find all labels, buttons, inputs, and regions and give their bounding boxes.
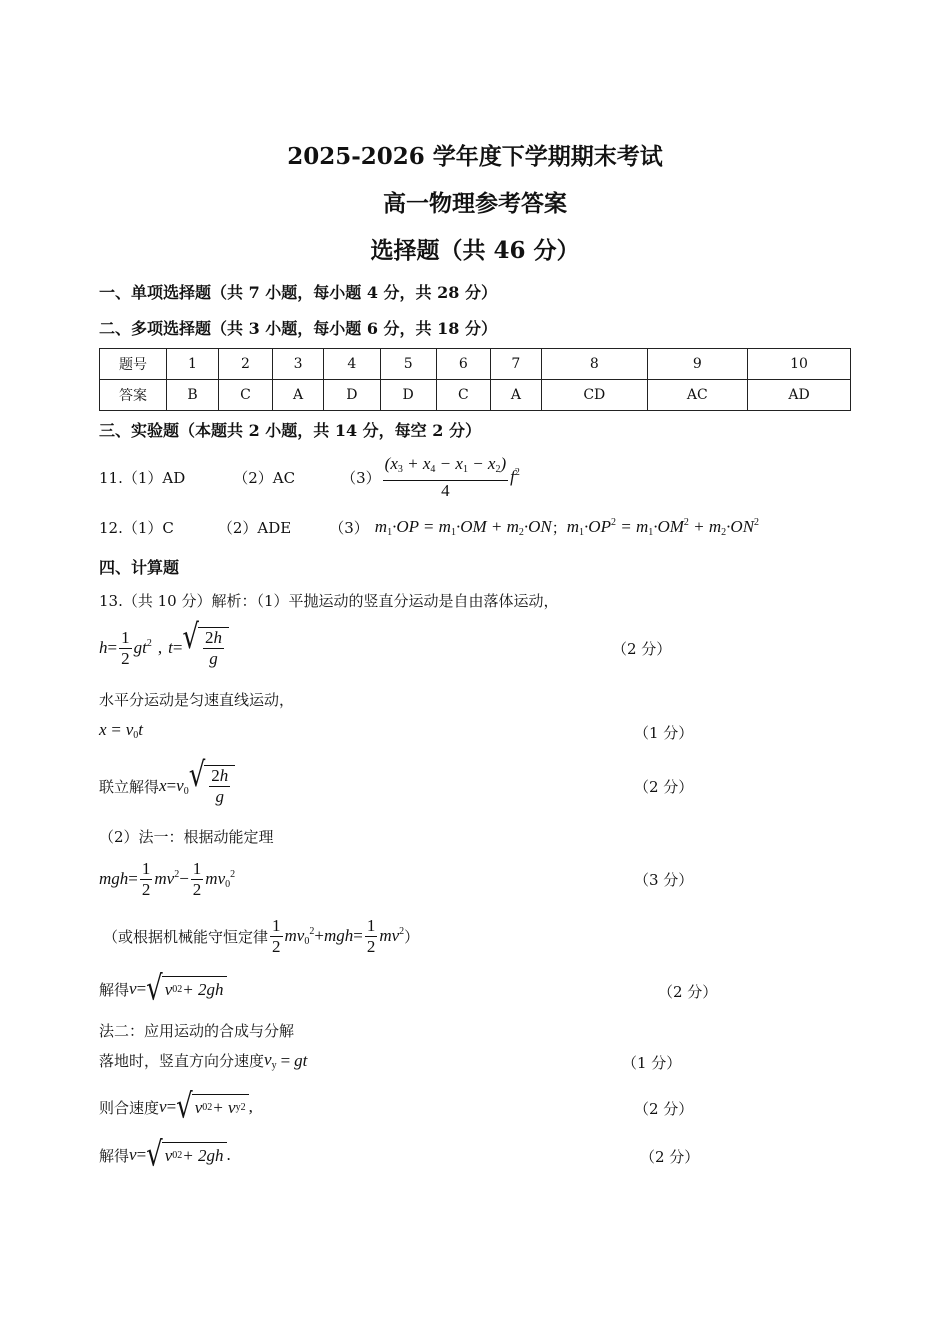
table-cell: 5: [380, 349, 436, 380]
q12-line: 12.（1）C （2）ADE （3） $m_1\cdot OP = m_1\cdot OM + m_2\cdot ON$ ； $m_1\cdot OP^2 = m_1\cdot OM^2 + m_2\cdot ON^2$: [99, 516, 760, 538]
table-cell: 4: [324, 349, 380, 380]
q12-separator: ；: [551, 518, 567, 537]
section-single-choice: 一、单项选择题（共 7 小题，每小题 4 分，共 28 分）: [99, 283, 497, 302]
q13-method2: 法二：应用运动的合成与分解: [99, 1022, 295, 1040]
table-cell: CD: [542, 380, 648, 411]
table-cell: 10: [748, 349, 851, 380]
table-cell: AD: [748, 380, 851, 411]
q13-eq8: 则合速度 v = √ v 0 2 + v y 2 ,: [99, 1087, 253, 1127]
q11-part3: （3）: [341, 468, 381, 487]
q13-jiede2: 解得: [99, 1146, 130, 1165]
section-experiment: 三、实验题（本题共 2 小题，共 14 分，每空 2 分）: [99, 421, 481, 440]
q13-score7: （2 分）: [634, 1100, 694, 1118]
q13-alt-prefix: （或根据机械能守恒定律: [103, 927, 269, 946]
section-choice-title: 选择题（共 46 分）: [370, 237, 580, 264]
q13-method1: （2）法一：根据动能定理: [99, 828, 274, 846]
q13-eq9: 解得 v = √ v 0 2 + 2gh .: [99, 1135, 231, 1175]
table-cell: 7: [490, 349, 541, 380]
table-cell: 1: [167, 349, 219, 380]
q13-score2: （1 分）: [634, 724, 694, 742]
table-cell: D: [324, 380, 380, 411]
table-cell: A: [272, 380, 323, 411]
table-cell: AC: [647, 380, 747, 411]
table-cell: C: [436, 380, 490, 411]
q11-part2: （2）AC: [233, 468, 296, 487]
q13-eq4: mgh = $\frac{1}{2}$ $mv^2$ − $\frac{1}{2}$ $mv_0^2$: [99, 858, 236, 899]
q13-intro: 13.（共 10 分）解析：（1）平抛运动的竖直分运动是自由落体运动，: [99, 592, 559, 610]
table-cell: 6: [436, 349, 490, 380]
q12-part3: （3）: [329, 518, 369, 537]
q13-score4: （3 分）: [634, 871, 694, 889]
table-row-answers: [100, 380, 851, 411]
table-cell: A: [490, 380, 541, 411]
table-cell: B: [167, 380, 219, 411]
q13-alt-suffix: ）: [404, 927, 420, 946]
section-calculation: 四、计算题: [99, 558, 180, 577]
q13-eq3: 联立解得 x = $v_0$ √ $\frac{2h}{g}$: [99, 760, 235, 812]
q11-part1: 11.（1）AD: [99, 468, 186, 487]
table-cell: 9: [647, 349, 747, 380]
table-cell: 8: [542, 349, 648, 380]
q13-jiede: 解得: [99, 980, 130, 999]
table-cell: 2: [219, 349, 273, 380]
q13-horizontal: 水平分运动是匀速直线运动，: [99, 691, 295, 709]
q13-eq7: 落地时，竖直方向分速度 $v_y$ = gt: [99, 1050, 308, 1071]
q12-part1: 12.（1）C: [99, 518, 174, 537]
q12-part2: （2）ADE: [217, 518, 292, 537]
q13-score6: （1 分）: [622, 1054, 682, 1072]
q13-eq2: $x = v_0t$: [99, 720, 143, 741]
q13-eq1: h = $\frac{1}{2}$ $gt^2$ , t = √ $\frac{2h}{g}$: [99, 622, 229, 674]
q11-denominator: 4: [441, 480, 450, 500]
table-cell: D: [380, 380, 436, 411]
table-row-numbers: [100, 349, 851, 380]
table-header-answer: 答案: [100, 380, 167, 411]
answer-table: [99, 348, 851, 411]
q13-score8: （2 分）: [640, 1148, 700, 1166]
section-multi-choice: 二、多项选择题（共 3 小题，每小题 6 分，共 18 分）: [99, 319, 497, 338]
q11-fraction: $\frac{(x_3 + x_4 - x_1 - x_2)}{4}$: [384, 453, 507, 500]
answer-title: 高一物理参考答案: [383, 190, 567, 217]
q13-zehe: 则合速度: [99, 1098, 160, 1117]
q13-lianli: 联立解得: [99, 777, 160, 796]
q13-luodi: 落地时，竖直方向分速度: [99, 1052, 265, 1070]
q13-score5: （2 分）: [658, 983, 718, 1001]
table-cell: 3: [272, 349, 323, 380]
q11-line: 11.（1）AD （2）AC （3） $\frac{(x_3 + x_4 - x_1 - x_2)}{4}$ $f^2$: [99, 453, 520, 500]
q13-eq6: 解得 v = √ v 0 2 + 2gh: [99, 974, 227, 1004]
q13-score3: （2 分）: [634, 778, 694, 796]
table-header-number: 题号: [100, 349, 167, 380]
table-cell: C: [219, 380, 273, 411]
q13-score1: （2 分）: [612, 640, 672, 658]
exam-title: 2025-2026 学年度下学期期末考试: [287, 143, 663, 170]
q13-eq5: （或根据机械能守恒定律 $\frac{1}{2}$ $mv_0^2$ + mgh = $\frac{1}{2}$ $mv^2$ ）: [103, 915, 420, 956]
